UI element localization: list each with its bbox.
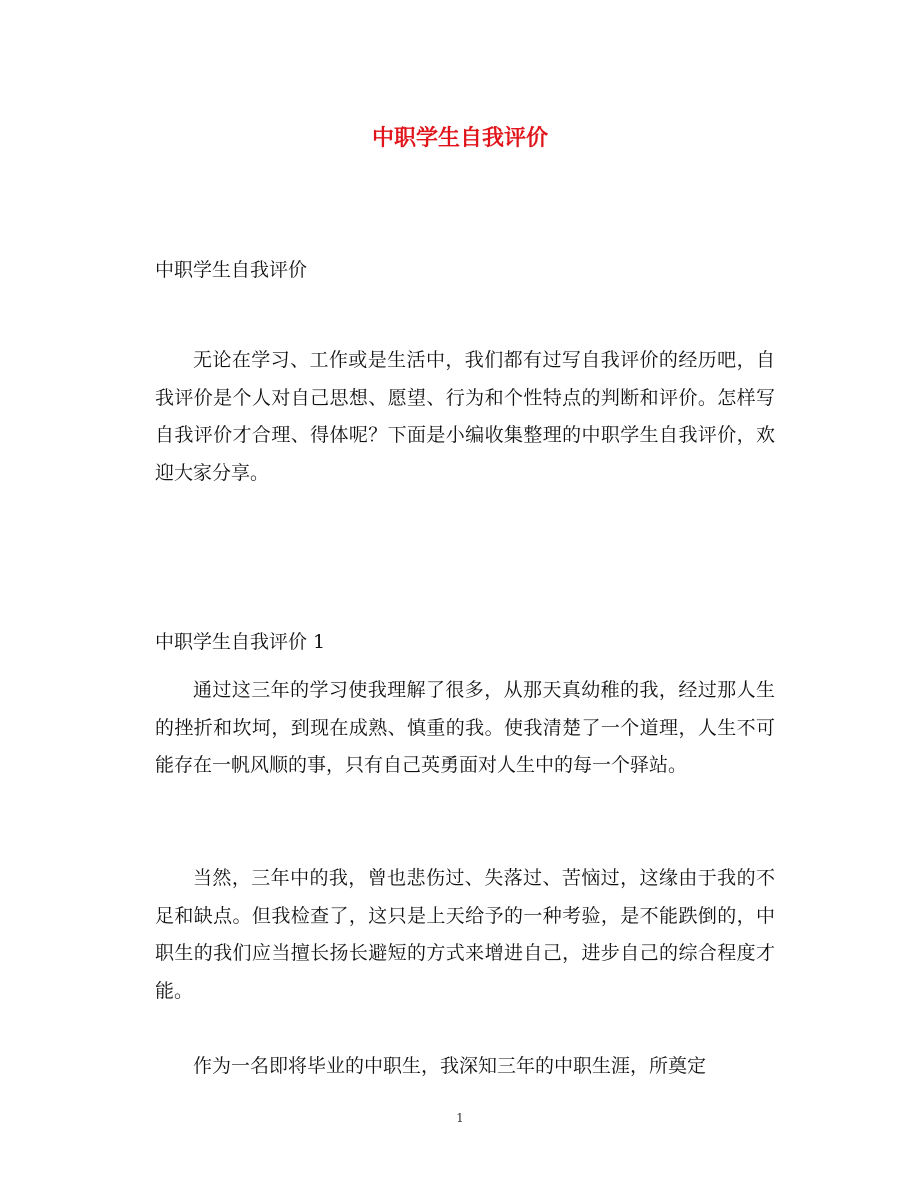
document-subtitle: 中职学生自我评价 [155,259,308,281]
body-paragraph-3: 作为一名即将毕业的中职生，我深知三年的中职生涯，所奠定 [193,1055,707,1077]
body-paragraph-1: 通过这三年的学习使我理解了很多，从那天真幼稚的我，经过那人生的挫折和坎坷，到现在成熟、慎重的我。使我清楚了一个道理，人生不可能存在一帆风顺的事，只有自己英勇面对人生中的每一个驿站。 [155,679,775,776]
intro-paragraph: 无论在学习、工作或是生活中，我们都有过写自我评价的经历吧，自我评价是个人对自己思想、愿望、行为和个性特点的判断和评价。怎样写自我评价才合理、得体呢？下面是小编收集整理的中职学生自我评价，欢迎大家分享。 [155,349,775,484]
section-heading: 中职学生自我评价 1 [155,631,326,653]
body-paragraph-2: 当然，三年中的我，曾也悲伤过、失落过、苦恼过，这缘由于我的不足和缺点。但我检查了，这只是上天给予的一种考验，是不能跌倒的，中职生的我们应当擅长扬长避短的方式来增进自己，进步自己的综合程度才能。 [155,867,775,1002]
document-title: 中职学生自我评价 [371,125,548,151]
page-number: 1 [456,1111,464,1125]
